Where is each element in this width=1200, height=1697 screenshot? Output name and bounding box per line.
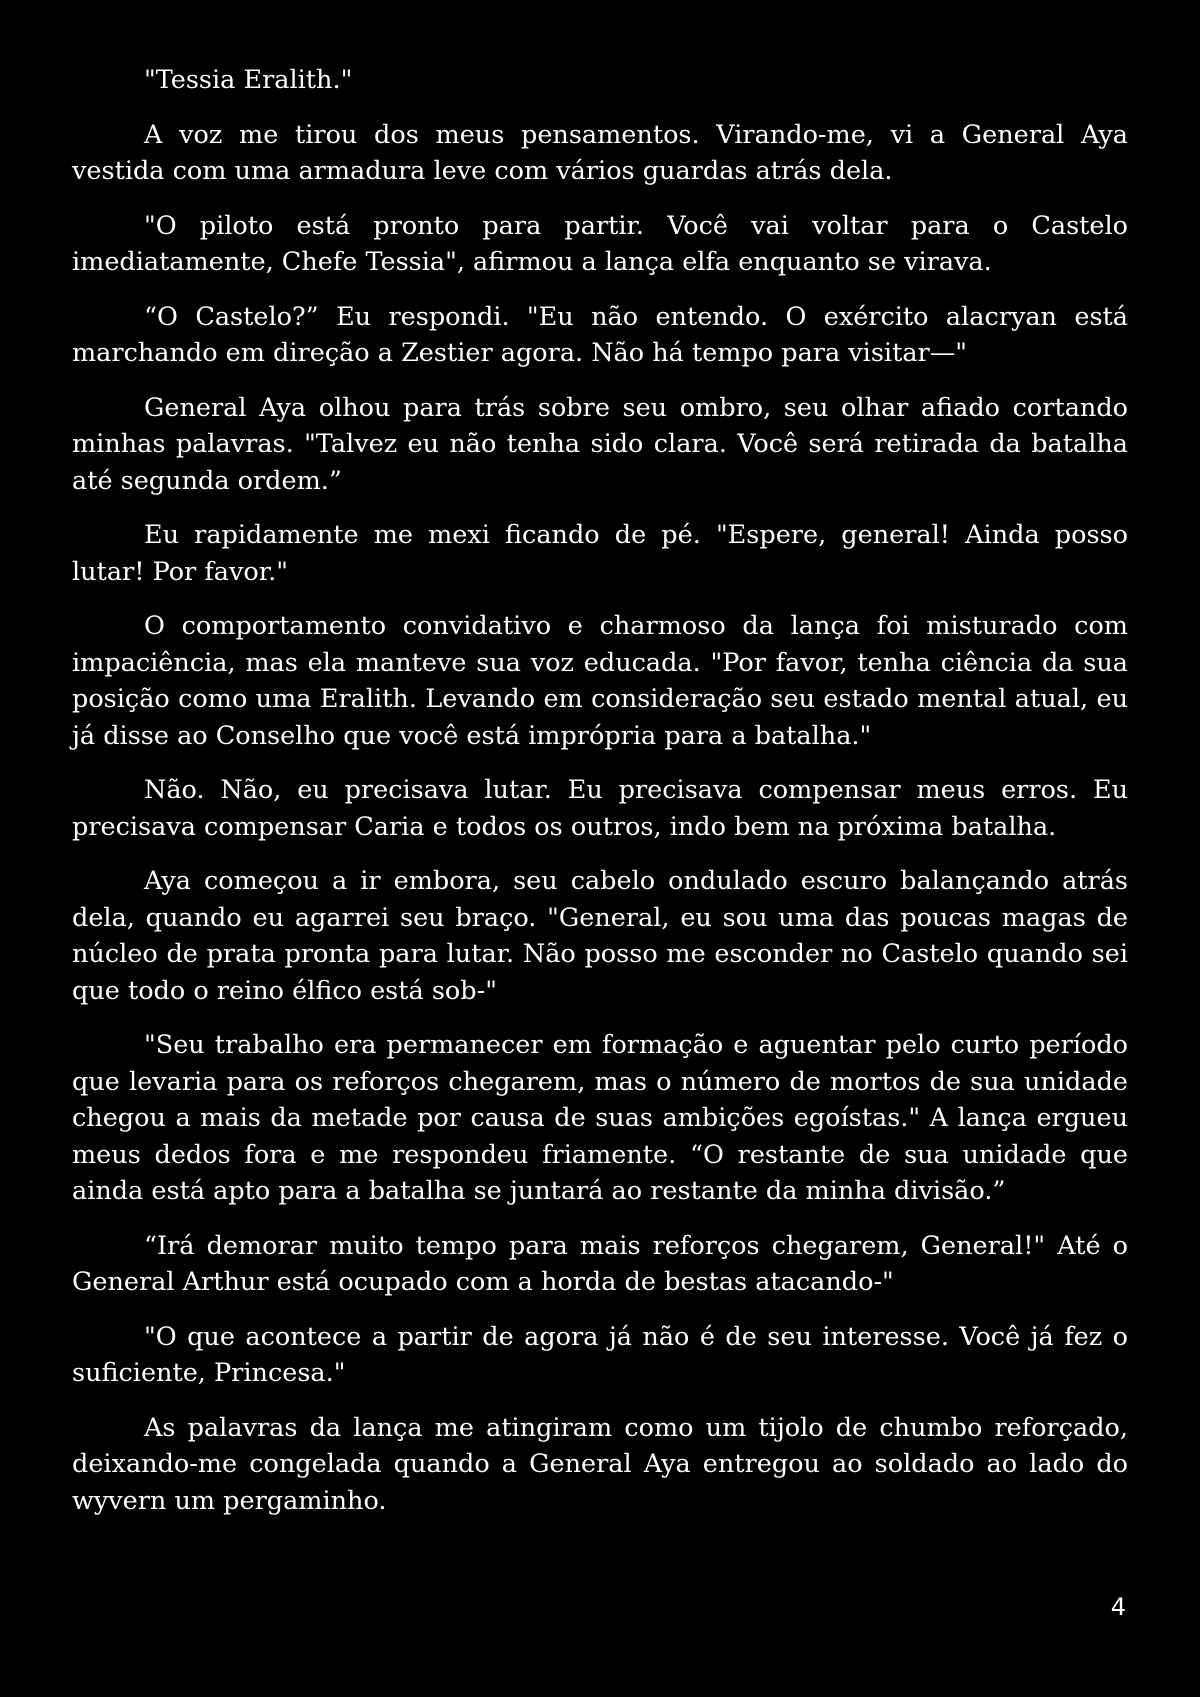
paragraph: Aya começou a ir embora, seu cabelo ondulado escuro balançando atrás dela, quando eu agarrei seu braço. "General, eu sou uma das poucas magas de núcleo de prata pronta para lutar. Não posso me esconder no Castelo quando sei que todo o reino élfico está sob-": [72, 866, 1128, 1006]
document-body: [72, 62, 1128, 1537]
paragraph: A voz me tirou dos meus pensamentos. Virando-me, vi a General Aya vestida com uma armadura leve com vários guardas atrás dela.: [72, 119, 1128, 186]
paragraph: General Aya olhou para trás sobre seu ombro, seu olhar afiado cortando minhas palavras. "Talvez eu não tenha sido clara. Você será retirada da batalha até segunda ordem.”: [72, 392, 1128, 496]
paragraph: As palavras da lança me atingiram como um tijolo de chumbo reforçado, deixando-me congelada quando a General Aya entregou ao soldado ao lado do wyvern um pergaminho.: [72, 1412, 1128, 1516]
paragraph: “O Castelo?” Eu respondi. "Eu não entendo. O exército alacryan está marchando em direção a Zestier agora. Não há tempo para visitar—": [72, 301, 1128, 368]
paragraph: Não. Não, eu precisava lutar. Eu precisava compensar meus erros. Eu precisava compensar Caria e todos os outros, indo bem na próxima batalha.: [72, 775, 1128, 842]
paragraph: "Tessia Eralith.": [144, 65, 353, 95]
paragraph: "O que acontece a partir de agora já não é de seu interesse. Você já fez o suficiente, Princesa.": [72, 1321, 1128, 1388]
paragraph: Eu rapidamente me mexi ficando de pé. "Espere, general! Ainda posso lutar! Por favor.": [72, 520, 1128, 587]
paragraph: "Seu trabalho era permanecer em formação e aguentar pelo curto período que levaria para os reforços chegarem, mas o número de mortos de sua unidade chegou a mais da metade por causa de suas ambições egoístas." A lança ergueu meus dedos fora e me respondeu friamente. “O restante de sua unidade que ainda está apto para a batalha se juntará ao restante da minha divisão.”: [72, 1030, 1128, 1206]
paragraph: O comportamento convidativo e charmoso da lança foi misturado com impaciência, mas ela manteve sua voz educada. "Por favor, tenha ciência da sua posição como uma Eralith. Levando em consideração seu estado mental atual, eu já disse ao Conselho que você está imprópria para a batalha.": [72, 611, 1128, 751]
paragraph: "O piloto está pronto para partir. Você vai voltar para o Castelo imediatamente, Chefe Tessia", afirmou a lança elfa enquanto se virava.: [72, 210, 1128, 277]
page-number: 4: [1110, 1593, 1126, 1621]
paragraph: “Irá demorar muito tempo para mais reforços chegarem, General!" Até o General Arthur está ocupado com a horda de bestas atacando-": [72, 1230, 1128, 1297]
